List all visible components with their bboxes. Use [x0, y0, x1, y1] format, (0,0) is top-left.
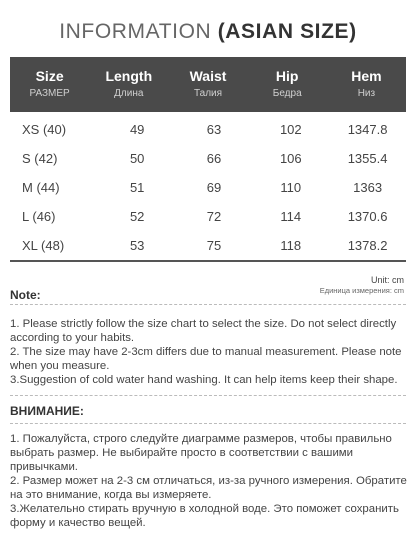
- cell-waist: 69: [206, 180, 222, 195]
- cell-hem: 1363: [353, 180, 383, 195]
- cell-size: L (46): [22, 209, 56, 224]
- header-hip: [248, 57, 327, 112]
- header-label: Waist: [189, 68, 227, 84]
- unit-label-en: Unit: cm: [370, 275, 404, 285]
- table-body: [10, 115, 406, 262]
- cell-hem: 1347.8: [347, 122, 388, 137]
- title-bold: (ASIAN SIZE): [217, 20, 357, 43]
- note-text-ru: [10, 432, 408, 530]
- divider: [10, 395, 406, 396]
- cell-size: M (44): [22, 180, 60, 195]
- note-line: 3.Желательно стирать вручную в холодной воде. Это поможет сохранить форму и качество вещей.: [10, 503, 399, 529]
- table-row: [10, 144, 406, 173]
- cell-size: XS (40): [22, 122, 67, 137]
- note-line: 2. The size may have 2-3cm differs due to manual measurement. Please note when you measure.: [10, 346, 402, 372]
- cell-hip: 118: [280, 238, 302, 253]
- cell-length: 53: [129, 238, 145, 253]
- attention-heading: ВНИМАНИЕ:: [10, 404, 84, 418]
- title-light: INFORMATION: [59, 20, 212, 43]
- cell-waist: 75: [206, 238, 222, 253]
- divider: [10, 304, 406, 305]
- cell-hem: 1355.4: [347, 151, 388, 166]
- note-line: 2. Размер может на 2-3 см отличаться, из-за ручного измерения. Обратите на это внимание, когда вы измеряете.: [10, 475, 407, 501]
- header-label: Size: [35, 68, 64, 84]
- cell-waist: 72: [206, 209, 222, 224]
- unit-label-ru: Единица измерения: cm: [319, 286, 404, 295]
- note-heading: Note:: [10, 288, 41, 302]
- page-title: [0, 20, 416, 44]
- header-label: Hem: [351, 68, 382, 84]
- cell-length: 51: [129, 180, 145, 195]
- divider: [10, 423, 406, 424]
- table-header: [10, 57, 406, 112]
- table-row: [10, 202, 406, 231]
- header-waist: [168, 57, 247, 112]
- table-row: [10, 173, 406, 202]
- note-line: 3.Suggestion of cold water hand washing. It can help items keep their shape.: [10, 374, 398, 386]
- note-text-en: [10, 317, 408, 387]
- header-size: [10, 57, 89, 112]
- cell-hip: 106: [279, 151, 302, 166]
- header-label-ru: Длина: [114, 88, 144, 99]
- cell-hem: 1370.6: [347, 209, 388, 224]
- note-line: 1. Please strictly follow the size chart to select the size. Do not select directly according to your habits.: [10, 318, 397, 344]
- cell-hip: 102: [279, 122, 302, 137]
- cell-hem: 1378.2: [347, 238, 388, 253]
- header-label-ru: Талия: [193, 88, 223, 99]
- size-table: [10, 57, 406, 262]
- header-label-ru: Низ: [357, 88, 376, 99]
- note-line: 1. Пожалуйста, строго следуйте диаграмме размеров, чтобы правильно выбрать размер. Не выбирайте просто в соответствии с вашими привычками.: [10, 433, 392, 473]
- table-row: [10, 115, 406, 144]
- unit-label: [320, 275, 404, 295]
- cell-hip: 114: [280, 209, 302, 224]
- header-length: [89, 57, 168, 112]
- table-row: [10, 231, 406, 260]
- cell-length: 49: [129, 122, 145, 137]
- cell-waist: 66: [206, 151, 222, 166]
- header-hem: [327, 57, 406, 112]
- cell-size: XL (48): [22, 238, 65, 253]
- header-label: Hip: [275, 68, 299, 84]
- cell-length: 52: [129, 209, 145, 224]
- cell-length: 50: [129, 151, 145, 166]
- cell-size: S (42): [22, 151, 58, 166]
- cell-hip: 110: [280, 180, 302, 195]
- header-label: Length: [105, 68, 153, 84]
- cell-waist: 63: [206, 122, 222, 137]
- header-label-ru: РАЗМЕР: [29, 88, 70, 99]
- header-label-ru: Бедра: [272, 88, 302, 99]
